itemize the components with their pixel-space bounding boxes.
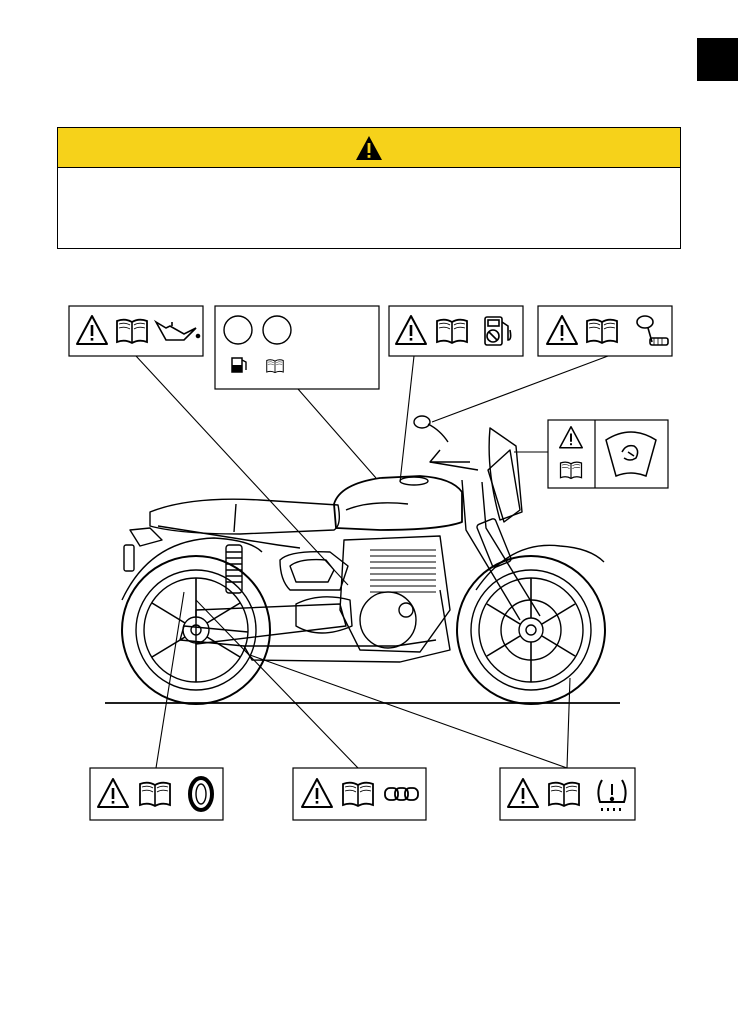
tyre-label [90,768,223,820]
chain-label [293,768,426,820]
tpms-label [500,768,635,820]
fuel-label [215,306,379,389]
engine-oil-label [69,306,203,356]
screen-label [548,420,668,488]
motorcycle-illustration [105,416,620,704]
mirror-label [538,306,672,356]
fuel-warning-label [389,306,523,356]
